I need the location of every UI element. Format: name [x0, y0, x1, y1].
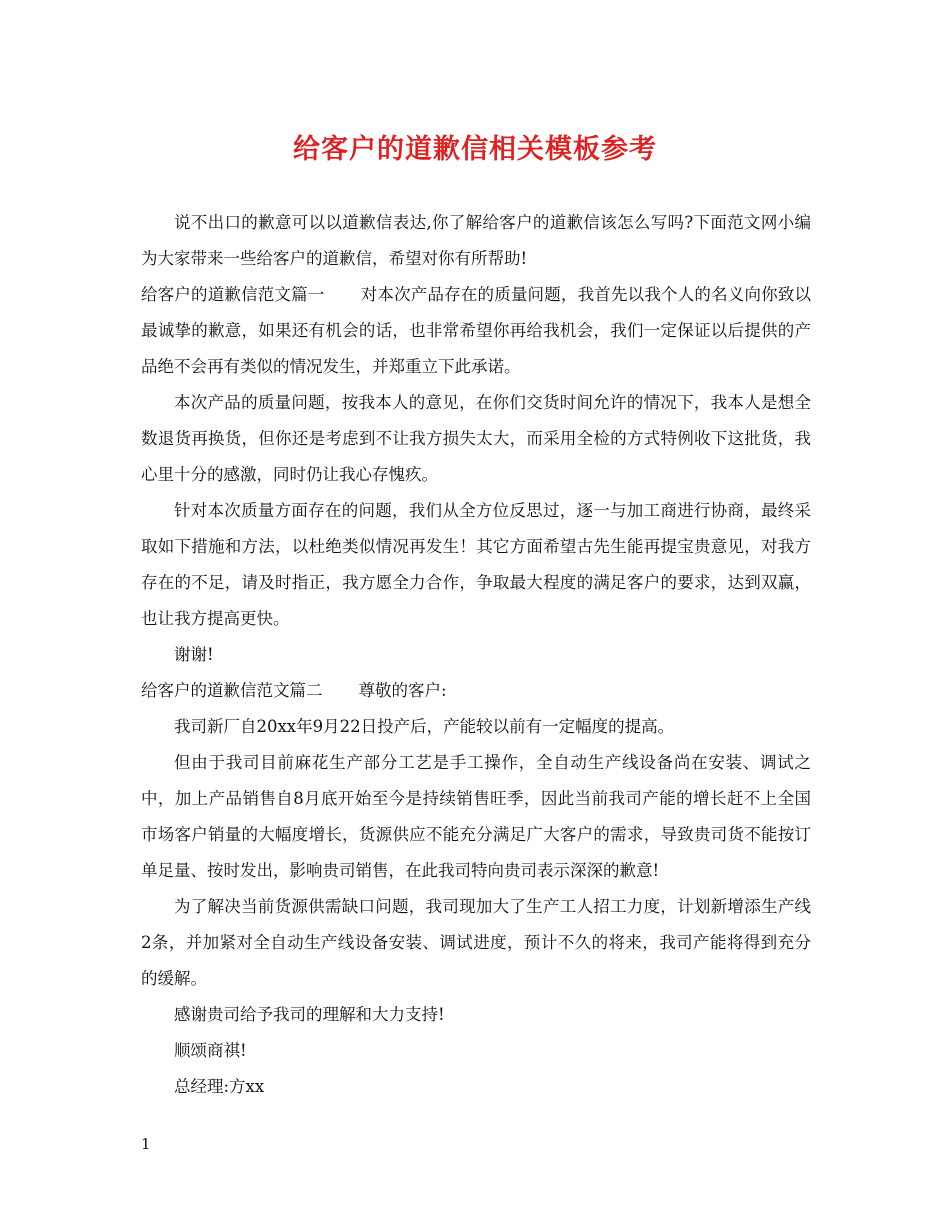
letter1-heading: 给客户的道歉信范文篇一 — [141, 285, 325, 304]
letter2-closing: 顺颂商祺! — [174, 1041, 247, 1060]
letter1-first-paragraph — [141, 277, 811, 385]
letter2-signature: 总经理:方xx — [174, 1077, 265, 1096]
letter1-paragraph-3: 针对本次质量方面存在的问题，我们从全方位反思过，逐一与加工商进行协商，最终采取如下措施和方法，以杜绝类似情况再发生！其它方面希望古先生能再提宝贵意见，对我方存在的不足，请及时指正，我方愿全力合作，争取最大程度的满足客户的要求，达到双赢，也让我方提高更快。 — [141, 501, 811, 628]
page-number: 1 — [141, 1135, 151, 1153]
letter1-paragraph-2: 本次产品的质量问题，按我本人的意见，在你们交货时间允许的情况下，我本人是想全数退货再换货，但你还是考虑到不让我方损失太大，而采用全检的方式特例收下这批货，我心里十分的感激，同时仍让我心存愧疚。 — [141, 393, 811, 484]
letter2-heading: 给客户的道歉信范文篇二 — [141, 681, 323, 700]
letter2-paragraph-1: 我司新厂自20xx年9月22日投产后，产能较以前有一定幅度的提高。 — [174, 717, 675, 736]
letter1-paragraph-1: 对本次产品存在的质量问题，我首先以我个人的名义向你致以最诚挚的歉意，如果还有机会的话，也非常希望你再给我机会，我们一定保证以后提供的产品绝不会再有类似的情况发生，并郑重立下此承诺。 — [141, 285, 812, 376]
document-title: 给客户的道歉信相关模板参考 — [293, 134, 657, 165]
letter2-salutation: 尊敬的客户: — [358, 681, 447, 700]
letter1-thanks: 谢谢! — [174, 645, 214, 664]
document-body — [141, 205, 811, 1105]
intro-paragraph: 说不出口的歉意可以以道歉信表达,你了解给客户的道歉信该怎么写吗?下面范文网小编为大家带来一些给客户的道歉信，希望对你有所帮助! — [141, 213, 811, 268]
letter2-paragraph-2: 但由于我司目前麻花生产部分工艺是手工操作，全自动生产线设备尚在安装、调试之中，加上产品销售自8月底开始至今是持续销售旺季，因此当前我司产能的增长赶不上全国市场客户销量的大幅度增长，货源供应不能充分满足广大客户的需求，导致贵司货不能按订单足量、按时发出，影响贵司销售，在此我司特向贵司表示深深的歉意! — [141, 753, 811, 880]
letter2-first-line — [141, 673, 811, 709]
letter2-paragraph-3: 为了解决当前货源供需缺口问题，我司现加大了生产工人招工力度，计划新增添生产线2条，并加紧对全自动生产线设备安装、调试进度，预计不久的将来，我司产能将得到充分的缓解。 — [141, 897, 811, 988]
letter2-paragraph-4: 感谢贵司给予我司的理解和大力支持! — [174, 1005, 445, 1024]
